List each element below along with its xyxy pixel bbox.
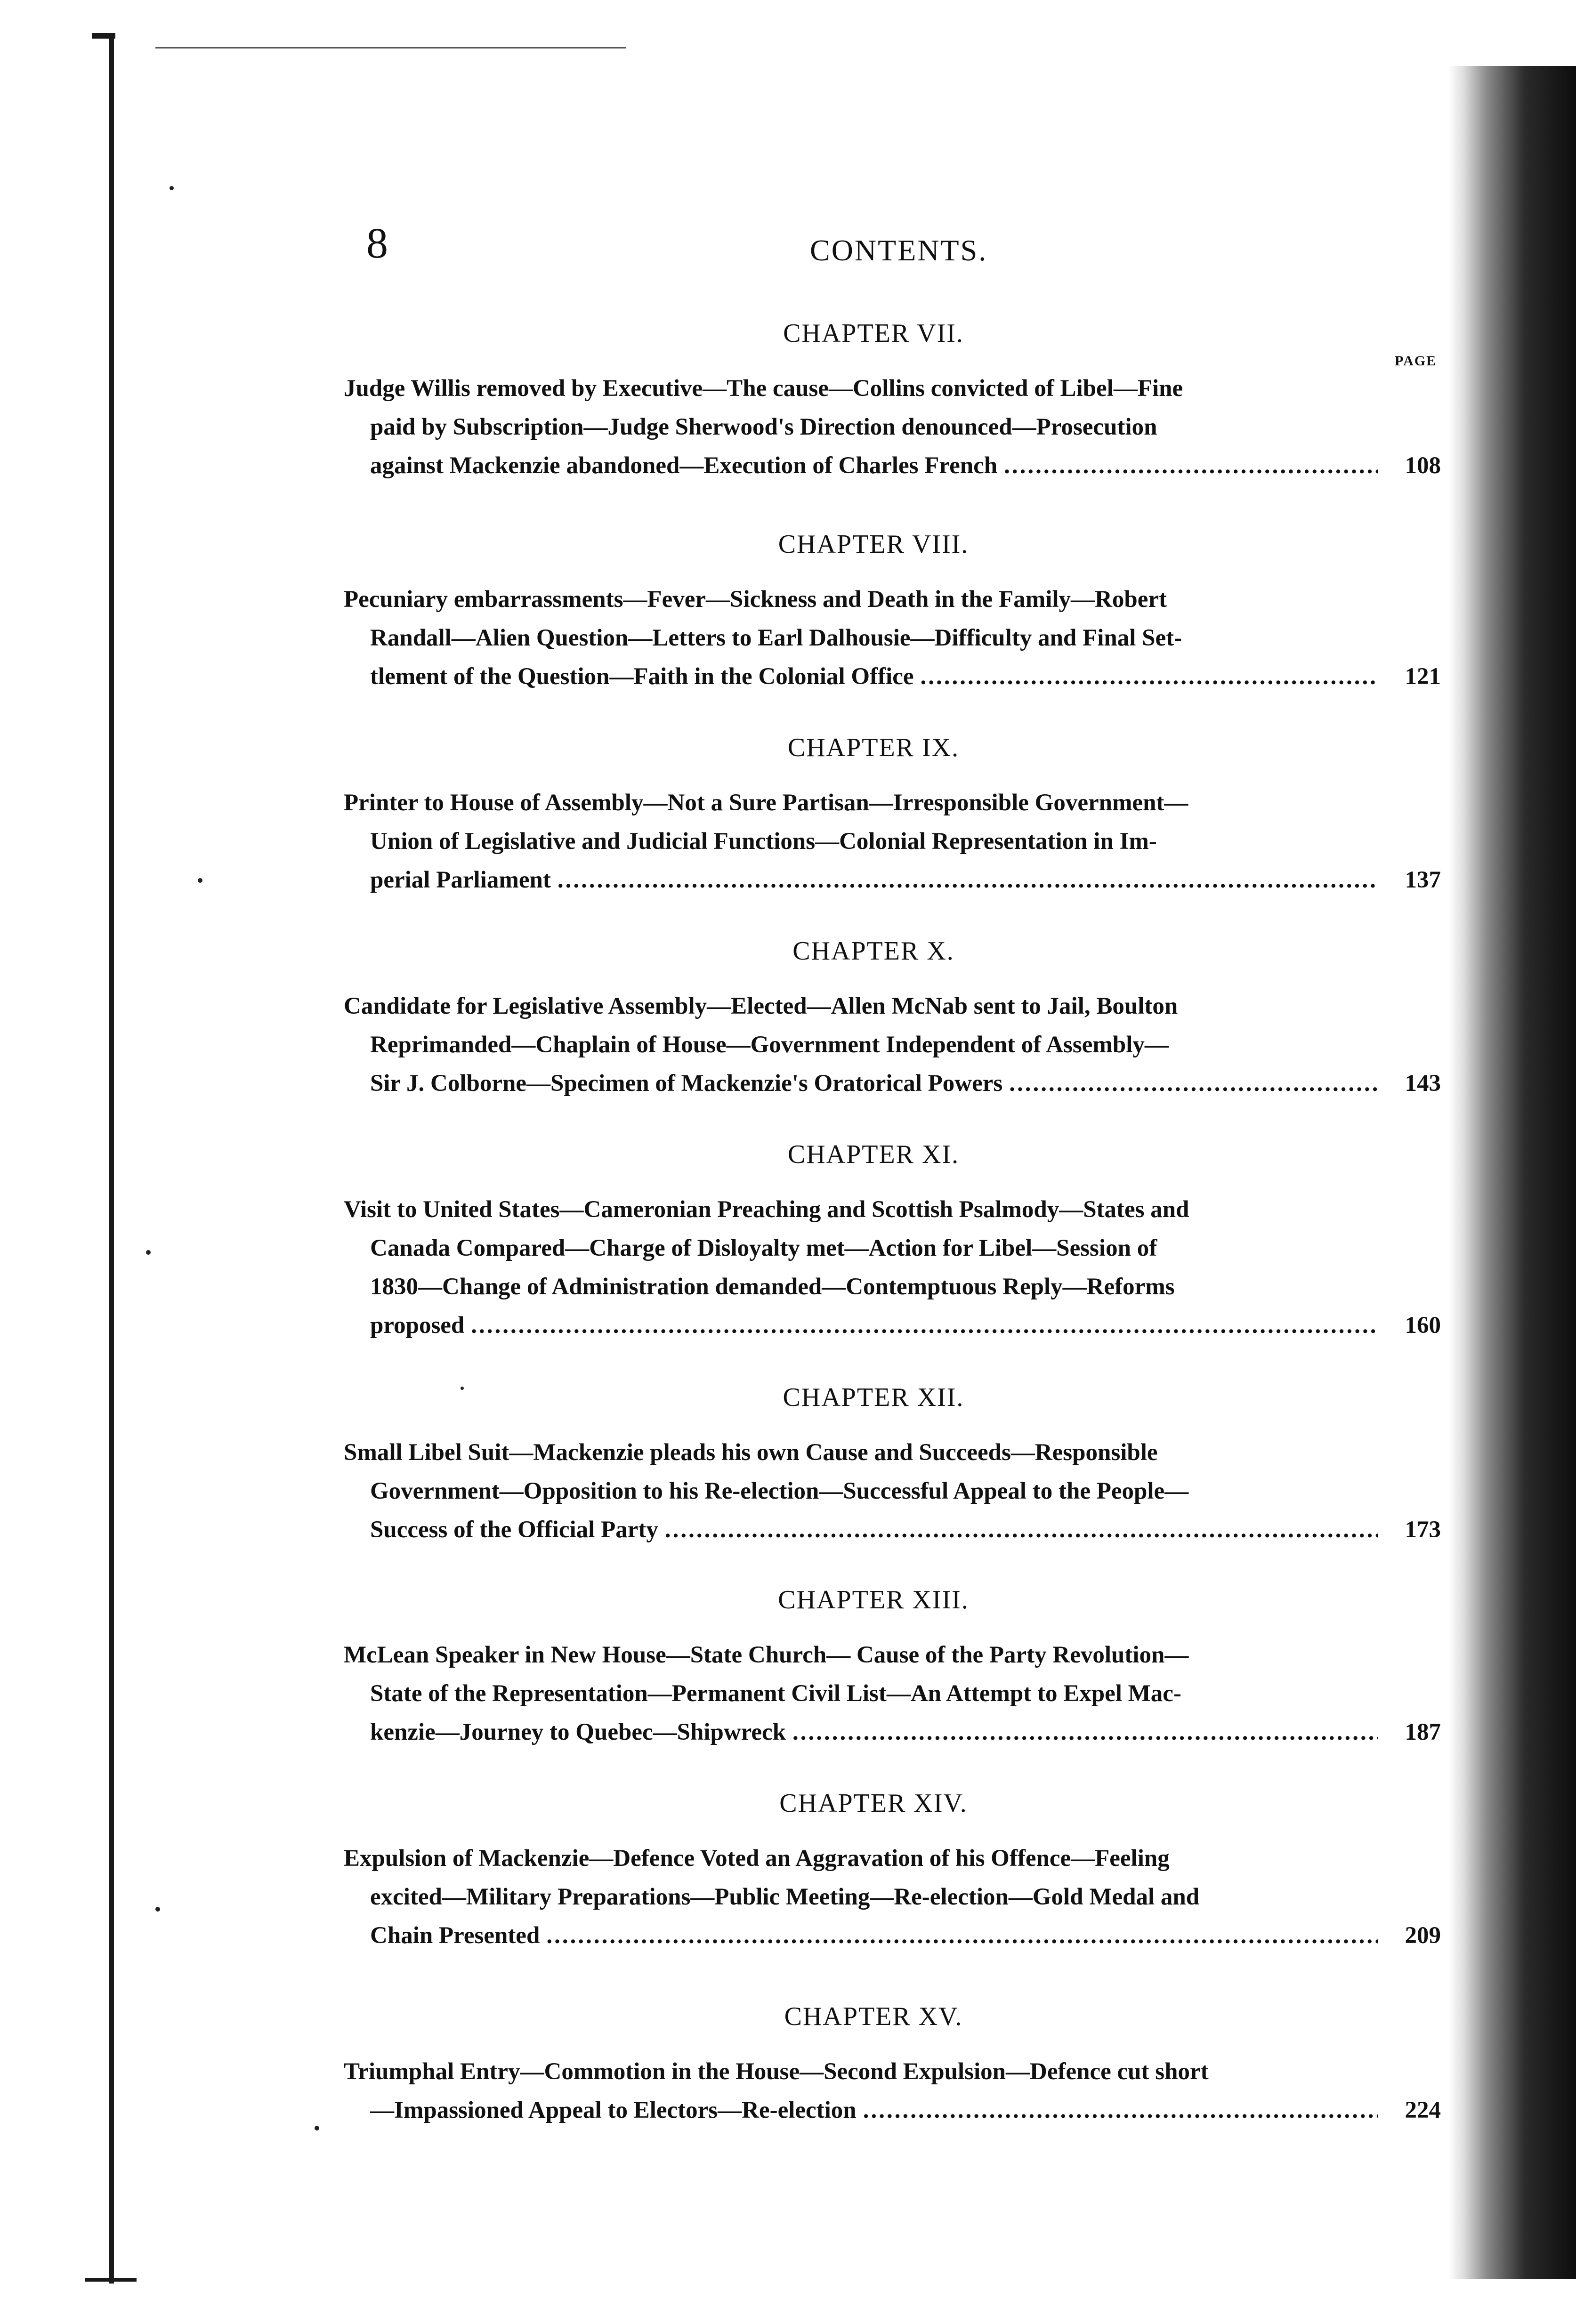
- summary-last-line: [344, 1713, 1441, 1751]
- dot-leader: [665, 1510, 1378, 1549]
- summary-last-line: [344, 1064, 1441, 1103]
- dot-leader: [1009, 1064, 1378, 1103]
- binding-edge-left: [109, 33, 114, 2284]
- summary-line: proposed: [370, 1312, 465, 1339]
- page-reference: 143: [1405, 1070, 1441, 1097]
- summary-line: State of the Representation—Permanent Civil List—An Attempt to Expel Mac-: [370, 1680, 1181, 1707]
- chapter-title: CHAPTER VII.: [783, 319, 964, 348]
- scan-speck: [315, 2126, 319, 2130]
- page-number: 8: [366, 219, 388, 267]
- chapter-summary: [344, 369, 1441, 485]
- summary-line: Expulsion of Mackenzie—Defence Voted an Aggravation of his Offence—Feeling: [344, 1845, 1170, 1872]
- summary-line: Triumphal Entry—Commotion in the House—Second Expulsion—Defence cut short: [344, 2058, 1209, 2085]
- chapter-summary: [344, 2052, 1441, 2130]
- summary-line: Canada Compared—Charge of Disloyalty met—Action for Libel—Session of: [370, 1235, 1157, 1261]
- chapter-entry-viii: [344, 531, 1441, 696]
- summary-line: Reprimanded—Chaplain of House—Government Independent of Assembly—: [370, 1032, 1169, 1058]
- chapter-entry-xiv: [344, 1790, 1441, 1955]
- summary-line: perial Parliament: [370, 867, 551, 893]
- page-reference: 209: [1405, 1922, 1441, 1949]
- summary-line: Printer to House of Assembly—Not a Sure Partisan—Irresponsible Government—: [344, 790, 1188, 816]
- summary-line: Visit to United States—Cameronian Preaching and Scottish Psalmody—States and: [344, 1196, 1189, 1223]
- chapter-summary: [344, 1636, 1441, 1751]
- chapter-title: CHAPTER IX.: [787, 733, 960, 762]
- summary-last-line: [344, 1510, 1441, 1549]
- summary-line: Government—Opposition to his Re-election—Successful Appeal to the People—: [370, 1478, 1189, 1504]
- page-reference: 121: [1405, 663, 1441, 690]
- binding-edge-bottom: [85, 2278, 137, 2282]
- summary-line: Chain Presented: [370, 1922, 540, 1949]
- chapter-summary: [344, 987, 1441, 1103]
- dot-leader: [546, 1916, 1378, 1955]
- scan-speck: [155, 1907, 160, 1912]
- page-reference: 160: [1405, 1312, 1441, 1339]
- page-reference: 187: [1405, 1719, 1441, 1745]
- scan-speck: [198, 878, 202, 883]
- summary-line: Judge Willis removed by Executive—The cause—Collins convicted of Libel—Fine: [344, 375, 1183, 402]
- summary-line: —Impassioned Appeal to Electors—Re-election: [370, 2097, 857, 2123]
- chapter-entry-xv: [344, 2003, 1441, 2130]
- summary-last-line: [344, 1916, 1441, 1955]
- dot-leader: [920, 657, 1378, 696]
- summary-last-line: [344, 2091, 1441, 2130]
- chapter-entry-xii: [344, 1384, 1441, 1549]
- dot-leader: [1004, 446, 1378, 485]
- dot-leader: [471, 1306, 1378, 1345]
- chapter-summary: [344, 580, 1441, 696]
- summary-line: Sir J. Colborne—Specimen of Mackenzie's Oratorical Powers: [370, 1070, 1003, 1097]
- summary-line: excited—Military Preparations—Public Meeting—Re-election—Gold Medal and: [370, 1884, 1200, 1910]
- chapter-title: CHAPTER XV.: [784, 2002, 963, 2031]
- top-border-line: [155, 47, 626, 48]
- summary-line: 1830—Change of Administration demanded—Contemptuous Reply—Reforms: [370, 1274, 1175, 1300]
- summary-line: tlement of the Question—Faith in the Colonial Office: [370, 663, 914, 690]
- chapter-title: CHAPTER VIII.: [778, 530, 969, 559]
- chapter-entry-xiii: [344, 1587, 1441, 1751]
- summary-line: Success of the Official Party: [370, 1517, 658, 1543]
- scan-speck: [146, 1250, 151, 1255]
- chapter-entry-x: [344, 938, 1441, 1103]
- summary-line: Candidate for Legislative Assembly—Elected—Allen McNab sent to Jail, Boulton: [344, 993, 1178, 1019]
- page-reference: 137: [1405, 867, 1441, 893]
- page-reference: 224: [1405, 2097, 1441, 2123]
- page-column-label: PAGE: [1395, 353, 1437, 369]
- chapter-summary: [344, 1839, 1441, 1955]
- chapter-summary: [344, 783, 1441, 899]
- summary-line: against Mackenzie abandoned—Execution of Charles French: [370, 452, 998, 479]
- chapter-summary: [344, 1190, 1441, 1345]
- chapter-entry-ix: [344, 734, 1441, 899]
- page-reference: 108: [1405, 452, 1441, 479]
- dot-leader: [863, 2091, 1378, 2130]
- summary-line: Union of Legislative and Judicial Functions—Colonial Representation in Im-: [370, 828, 1157, 855]
- summary-last-line: [344, 1306, 1441, 1345]
- summary-last-line: [344, 861, 1441, 899]
- scan-speck: [170, 186, 174, 190]
- running-head: CONTENTS.: [810, 234, 988, 267]
- dot-leader: [558, 861, 1378, 899]
- chapter-summary: [344, 1433, 1441, 1549]
- page-reference: 173: [1405, 1517, 1441, 1543]
- chapter-entry-xi: [344, 1141, 1441, 1345]
- scan-shadow-edge: [1449, 66, 1576, 2279]
- summary-last-line: [344, 657, 1441, 696]
- dot-leader: [792, 1713, 1378, 1751]
- chapter-title: CHAPTER XI.: [787, 1140, 960, 1169]
- chapter-title: CHAPTER XIII.: [778, 1585, 969, 1614]
- chapter-title: CHAPTER XII.: [783, 1383, 964, 1412]
- summary-line: Small Libel Suit—Mackenzie pleads his own Cause and Succeeds—Responsible: [344, 1439, 1158, 1466]
- summary-line: Randall—Alien Question—Letters to Earl Dalhousie—Difficulty and Final Set-: [370, 625, 1182, 651]
- chapter-entry-vii: [344, 320, 1441, 485]
- summary-last-line: [344, 446, 1441, 485]
- chapter-title: CHAPTER XIV.: [779, 1789, 968, 1818]
- summary-line: Pecuniary embarrassments—Fever—Sickness and Death in the Family—Robert: [344, 586, 1167, 613]
- chapter-title: CHAPTER X.: [792, 936, 954, 966]
- summary-line: McLean Speaker in New House—State Church— Cause of the Party Revolution—: [344, 1642, 1189, 1668]
- summary-line: paid by Subscription—Judge Sherwood's Direction denounced—Prosecution: [370, 414, 1157, 440]
- summary-line: kenzie—Journey to Quebec—Shipwreck: [370, 1719, 786, 1745]
